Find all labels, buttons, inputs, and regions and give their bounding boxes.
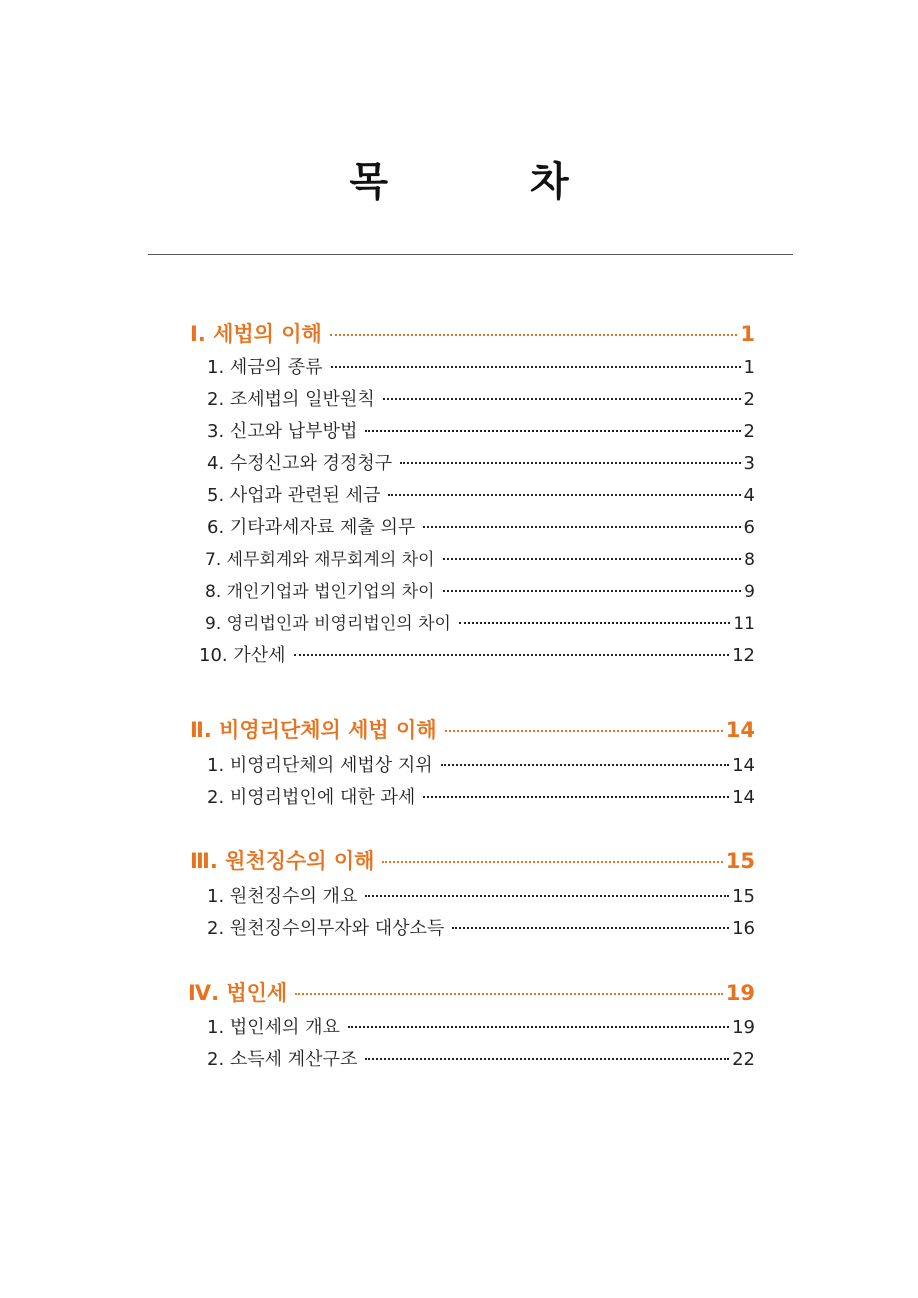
toc-item-label: 8. 개인기업과 법인기업의 차이 (205, 582, 435, 602)
dot-leader (452, 927, 729, 929)
toc-page-number: 15 (725, 849, 755, 873)
toc-item[interactable] (205, 609, 755, 641)
toc-item-label: 2. 비영리법인에 대한 과세 (207, 787, 416, 808)
toc-item[interactable] (207, 914, 755, 946)
toc-page-number: 19 (732, 1017, 755, 1038)
toc-section-label: Ⅰ. 세법의 이해 (190, 322, 322, 346)
dot-leader (423, 796, 729, 798)
toc-page-number: 1 (743, 357, 755, 378)
toc-item-label: 1. 원천징수의 개요 (207, 886, 358, 907)
toc-section-1[interactable] (190, 318, 755, 350)
dot-leader (388, 494, 740, 496)
toc-item[interactable] (207, 385, 755, 417)
dot-leader (400, 462, 740, 464)
toc-page-number: 14 (732, 755, 755, 776)
toc-item-label: 2. 조세법의 일반원칙 (207, 389, 375, 410)
toc-page-number: 12 (732, 645, 755, 666)
title-divider (148, 254, 793, 255)
toc-item-label: 4. 수정신고와 경정청구 (207, 453, 393, 474)
toc-page-number: 14 (725, 718, 755, 742)
dot-leader (365, 430, 740, 432)
dot-leader (331, 366, 741, 368)
toc-page-number: 6 (743, 517, 755, 538)
toc-page-number: 14 (732, 787, 755, 808)
toc-page-number: 19 (725, 981, 755, 1005)
dot-leader (365, 1058, 729, 1060)
toc-item-label: 1. 비영리단체의 세법상 지위 (207, 755, 433, 776)
toc-item[interactable] (207, 882, 755, 914)
toc-item-label: 2. 원천징수의무자와 대상소득 (207, 918, 445, 939)
toc-page-number: 22 (732, 1049, 755, 1070)
dot-leader (443, 558, 742, 560)
dot-leader (348, 1026, 729, 1028)
toc-item-label: 10. 가산세 (199, 645, 286, 666)
toc-item-label: 9. 영리법인과 비영리법인의 차이 (205, 614, 451, 634)
toc-page-number: 16 (732, 918, 755, 939)
dot-leader (365, 895, 729, 897)
toc-item[interactable] (207, 783, 755, 815)
toc-item-label: 1. 세금의 종류 (207, 357, 323, 378)
toc-page-number: 2 (743, 389, 755, 410)
dot-leader (441, 764, 729, 766)
toc-item[interactable] (207, 481, 755, 513)
toc-section-4[interactable] (188, 977, 755, 1009)
dot-leader (294, 654, 730, 656)
toc-section-2[interactable] (190, 714, 755, 746)
toc-item[interactable] (207, 353, 755, 385)
toc-item-label: 2. 소득세 계산구조 (207, 1049, 358, 1070)
toc-item[interactable] (205, 545, 755, 577)
toc-item[interactable] (205, 577, 755, 609)
toc-item[interactable] (207, 449, 755, 481)
toc-section-label: Ⅳ. 법인세 (188, 981, 288, 1005)
page-title: 목 차 (349, 159, 633, 205)
toc-item[interactable] (207, 1045, 755, 1077)
dot-leader (330, 334, 738, 336)
dot-leader (459, 622, 730, 624)
toc-page-number: 11 (733, 614, 755, 634)
toc-item[interactable] (207, 751, 755, 783)
toc-item-label: 7. 세무회계와 재무회계의 차이 (205, 550, 435, 570)
toc-page-number: 4 (743, 485, 755, 506)
toc-item[interactable] (199, 641, 755, 673)
toc-page-number: 2 (743, 421, 755, 442)
dot-leader (443, 590, 742, 592)
toc-section-label: Ⅱ. 비영리단체의 세법 이해 (190, 718, 437, 742)
toc-section-3[interactable] (190, 845, 755, 877)
toc-page-number: 15 (732, 886, 755, 907)
toc-item-label: 5. 사업과 관련된 세금 (207, 485, 381, 506)
toc-item-label: 6. 기타과세자료 제출 의무 (207, 517, 416, 538)
toc-item-label: 1. 법인세의 개요 (207, 1017, 340, 1038)
toc-item-label: 3. 신고와 납부방법 (207, 421, 358, 442)
toc-item[interactable] (207, 417, 755, 449)
dot-leader (445, 730, 723, 732)
toc-item[interactable] (207, 1013, 755, 1045)
dot-leader (423, 526, 740, 528)
toc-item[interactable] (207, 513, 755, 545)
toc-section-label: Ⅲ. 원천징수의 이해 (190, 849, 375, 873)
dot-leader (382, 861, 722, 863)
dot-leader (295, 993, 723, 995)
dot-leader (383, 398, 741, 400)
toc-page-number: 3 (743, 453, 755, 474)
toc-page-number: 9 (744, 582, 755, 602)
toc-page-number: 8 (744, 550, 755, 570)
toc-page-number: 1 (740, 322, 755, 346)
